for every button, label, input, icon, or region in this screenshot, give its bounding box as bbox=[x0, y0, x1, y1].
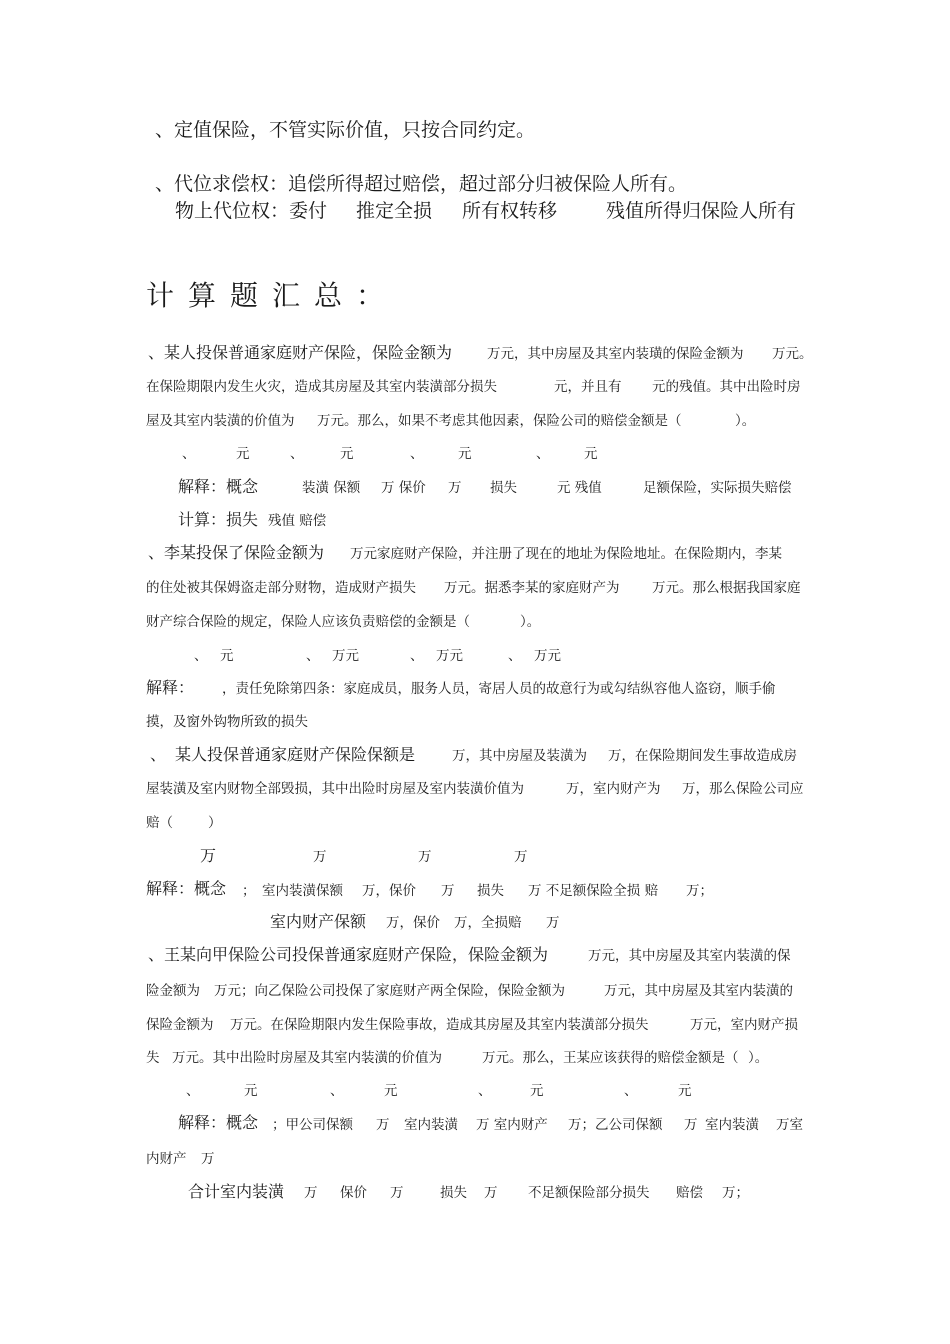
q1-option-b-marker: 、 bbox=[290, 446, 304, 462]
q4-explain-9b: 万 bbox=[201, 1151, 215, 1167]
q3-line2-b: 万，室内财产为 bbox=[566, 781, 661, 797]
q4-line2-c: 万元，其中房屋及其室内装潢的 bbox=[604, 983, 793, 999]
q1-explain-5: 元 残值 bbox=[557, 480, 602, 496]
q1-text-a: 、某人投保普通家庭财产保险，保险金额为 bbox=[148, 343, 453, 362]
q4-explain-9a: 内财产 bbox=[146, 1151, 187, 1167]
q1-explain-3: 万 bbox=[448, 480, 462, 496]
q4-sum-1: 万 bbox=[304, 1185, 318, 1201]
q3-option-c: 万 bbox=[418, 849, 432, 865]
q3-explain-label: 解释：概念 bbox=[146, 879, 227, 898]
q1-line3-b: 万元。那么，如果不考虑其他因素，保险公司的赔偿金额是（ bbox=[317, 413, 682, 429]
q1-line2-b: 元，并且有 bbox=[554, 379, 622, 395]
q3-option-b: 万 bbox=[313, 849, 327, 865]
q2-explain-1: ，责任免除第四条：家庭成员，服务人员，寄居人员的故意行为或勾结纵容他人盗窃，顺手偷 bbox=[222, 681, 776, 697]
q2-option-c-marker: 、 bbox=[410, 648, 424, 664]
q1-calc-label: 计算：损失 bbox=[178, 510, 259, 529]
q1-option-a-unit: 元 bbox=[236, 446, 250, 462]
q3-text-c: 万，其中房屋及装潢为 bbox=[452, 748, 587, 764]
intro-line-3a: 物上代位权：委付 bbox=[175, 200, 328, 222]
q1-option-c-marker: 、 bbox=[410, 446, 424, 462]
q2-line2-b: 万元。据悉李某的家庭财产为 bbox=[444, 580, 620, 596]
q4-line2-a: 险金额为 bbox=[146, 983, 200, 999]
q3-option-a: 万 bbox=[200, 846, 217, 865]
q2-explain-label: 解释： bbox=[146, 678, 195, 697]
q2-line2-c: 万元。那么根据我国家庭 bbox=[652, 580, 801, 596]
q2-line3-b: ）。 bbox=[520, 614, 541, 630]
q4-line2-b: 万元；向乙保险公司投保了家庭财产两全保险，保险金额为 bbox=[214, 983, 565, 999]
q4-explain-label: 解释：概念 bbox=[178, 1113, 259, 1132]
q4-option-b-marker: 、 bbox=[330, 1083, 344, 1099]
q3-explain-8d: 万 bbox=[546, 915, 560, 931]
intro-line-3b: 推定全损 bbox=[356, 200, 433, 222]
q2-option-d-unit: 万元 bbox=[534, 648, 561, 664]
q4-option-a-unit: 元 bbox=[244, 1083, 258, 1099]
q4-option-b-unit: 元 bbox=[384, 1083, 398, 1099]
q3-explain-2: 室内装潢保额 bbox=[262, 883, 343, 899]
q4-sum-3: 万 bbox=[390, 1185, 404, 1201]
q4-explain-3: 室内装潢 bbox=[404, 1117, 458, 1133]
q2-text-b: 万元家庭财产保险，并注册了现在的地址为保险地址。在保险期内，李某 bbox=[350, 546, 782, 562]
q3-text-a: 、 bbox=[150, 745, 167, 764]
intro-line-2: 、代位求偿权：追偿所得超过赔偿，超过部分归被保险人所有。 bbox=[155, 173, 688, 195]
q4-option-a-marker: 、 bbox=[186, 1083, 200, 1099]
q4-line4-d: ）。 bbox=[748, 1050, 769, 1066]
q4-sum-7: 赔偿 bbox=[676, 1185, 703, 1201]
q1-option-a-marker: 、 bbox=[182, 446, 196, 462]
q4-explain-6: 万 bbox=[684, 1117, 698, 1133]
q4-option-c-marker: 、 bbox=[478, 1083, 492, 1099]
q1-option-c-unit: 元 bbox=[458, 446, 472, 462]
q1-text-b: 万元，其中房屋及其室内装璜的保险金额为 bbox=[487, 346, 744, 362]
intro-line-3c: 所有权转移 bbox=[462, 200, 558, 222]
q2-option-b-unit: 万元 bbox=[332, 648, 359, 664]
q3-line3-a: 赔（ bbox=[146, 815, 173, 831]
section-heading: 计算题汇总： bbox=[146, 279, 399, 312]
q4-text-a: 、王某向甲保险公司投保普通家庭财产保险，保险金额为 bbox=[148, 945, 549, 964]
q3-explain-5: 损失 bbox=[477, 883, 504, 899]
q1-line2-a: 在保险期限内发生火灾，造成其房屋及其室内装潢部分损失 bbox=[146, 379, 497, 395]
q1-line3-a: 屋及其室内装潢的价值为 bbox=[146, 413, 295, 429]
q4-option-d-marker: 、 bbox=[624, 1083, 638, 1099]
q3-explain-6: 万 不足额保险全损 赔 bbox=[528, 883, 659, 899]
q2-explain-2: 摸，及窗外钩物所致的损失 bbox=[146, 714, 308, 730]
q1-line2-c: 元的残值。其中出险时房 bbox=[652, 379, 801, 395]
q4-sum-6: 不足额保险部分损失 bbox=[528, 1185, 650, 1201]
q3-explain-3: 万，保价 bbox=[362, 883, 416, 899]
q4-line3-a: 保险金额为 bbox=[146, 1017, 214, 1033]
q4-explain-4: 万 室内财产 bbox=[476, 1117, 548, 1133]
q1-option-d-marker: 、 bbox=[536, 446, 550, 462]
q2-text-a: 、李某投保了保险金额为 bbox=[148, 543, 325, 562]
q1-option-d-unit: 元 bbox=[584, 446, 598, 462]
q1-calc-1: 残值 赔偿 bbox=[268, 513, 327, 529]
q4-explain-1: ；甲公司保额 bbox=[272, 1117, 353, 1133]
q2-option-b-marker: 、 bbox=[306, 648, 320, 664]
q4-sum-8: 万； bbox=[722, 1185, 749, 1201]
q4-explain-2: 万 bbox=[376, 1117, 390, 1133]
q3-line2-a: 屋装潢及室内财物全部毁损，其中出险时房屋及室内装潢价值为 bbox=[146, 781, 524, 797]
q3-explain-8b: 万，保价 bbox=[386, 915, 440, 931]
q4-explain-5: 万；乙公司保额 bbox=[568, 1117, 663, 1133]
q1-option-b-unit: 元 bbox=[340, 446, 354, 462]
q1-text-c: 万元。 bbox=[772, 346, 813, 362]
q3-explain-4: 万 bbox=[441, 883, 455, 899]
q3-option-d: 万 bbox=[514, 849, 528, 865]
q3-text-d: 万，在保险期间发生事故造成房 bbox=[608, 748, 797, 764]
q1-line3-c: ）。 bbox=[735, 413, 756, 429]
q4-text-b: 万元，其中房屋及其室内装潢的保 bbox=[588, 948, 791, 964]
q3-line3-b: ） bbox=[208, 815, 222, 831]
q1-explain-2: 万 保价 bbox=[381, 480, 426, 496]
q4-line4-a: 失 bbox=[146, 1050, 160, 1066]
q3-explain-7: 万； bbox=[686, 883, 713, 899]
q4-line4-c: 万元。那么，王某应该获得的赔偿金额是（ bbox=[482, 1050, 739, 1066]
q4-sum-5: 万 bbox=[484, 1185, 498, 1201]
q4-sum-2: 保价 bbox=[340, 1185, 367, 1201]
q4-line3-c: 万元，室内财产损 bbox=[690, 1017, 798, 1033]
q1-explain-1: 装潢 保额 bbox=[302, 480, 361, 496]
q2-line3-a: 财产综合保险的规定，保险人应该负责赔偿的金额是（ bbox=[146, 614, 470, 630]
q4-explain-7: 室内装潢 bbox=[705, 1117, 759, 1133]
q3-line2-c: 万，那么保险公司应 bbox=[682, 781, 804, 797]
intro-line-1: 、定值保险，不管实际价值，只按合同约定。 bbox=[155, 119, 536, 141]
q4-explain-8: 万室 bbox=[776, 1117, 803, 1133]
q1-explain-4: 损失 bbox=[490, 480, 517, 496]
q2-option-d-marker: 、 bbox=[508, 648, 522, 664]
q2-line2-a: 的住处被其保姆盗走部分财物，造成财产损失 bbox=[146, 580, 416, 596]
q3-text-b: 某人投保普通家庭财产保险保额是 bbox=[175, 745, 416, 764]
q2-option-a-unit: 元 bbox=[220, 648, 234, 664]
q4-line4-b: 万元。其中出险时房屋及其室内装潢的价值为 bbox=[172, 1050, 442, 1066]
q3-explain-8a: 室内财产保额 bbox=[270, 912, 367, 931]
q2-option-a-marker: 、 bbox=[194, 648, 208, 664]
q4-option-c-unit: 元 bbox=[530, 1083, 544, 1099]
q4-option-d-unit: 元 bbox=[678, 1083, 692, 1099]
q2-option-c-unit: 万元 bbox=[436, 648, 463, 664]
intro-line-3d: 残值所得归保险人所有 bbox=[606, 200, 797, 222]
q4-sum-label: 合计室内装潢 bbox=[188, 1182, 285, 1201]
q1-explain-label: 解释：概念 bbox=[178, 477, 259, 496]
q1-explain-6: 足额保险，实际损失赔偿 bbox=[643, 480, 792, 496]
q4-line3-b: 万元。在保险期限内发生保险事故，造成其房屋及其室内装潢部分损失 bbox=[230, 1017, 649, 1033]
q4-sum-4: 损失 bbox=[440, 1185, 467, 1201]
q3-explain-8c: 万，全损赔 bbox=[454, 915, 522, 931]
q3-explain-1: ； bbox=[242, 883, 256, 899]
